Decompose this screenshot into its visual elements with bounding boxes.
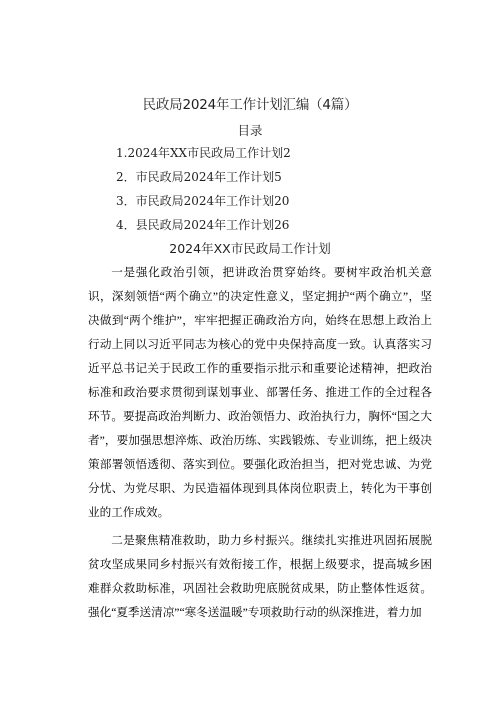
toc-item[interactable]: 2．市民政局2024年工作计划5	[116, 170, 282, 184]
document-body	[88, 261, 432, 629]
toc-item[interactable]: 4．县民政局2024年工作计划26	[116, 218, 290, 232]
section-title: 2024年XX市民政局工作计划	[169, 241, 331, 256]
document-title: 民政局2024年工作计划汇编（4篇）	[142, 97, 358, 113]
table-of-contents	[116, 145, 291, 241]
toc-item[interactable]: 1.2024年XX市民政局工作计划2	[116, 146, 291, 160]
body-paragraph: 二是聚焦精准救助，助力乡村振兴。继续扎实推进巩固拓展脱贫攻坚成果同乡村振兴有效衔接工作，根据上级要求，提高城乡困难群众救助标准，巩固社会救助兜底脱贫成果，防止整体性返贫。强化“夏季送清凉”“寒冬送温暖”专项救助行动的纵深推进，着力加	[88, 534, 432, 619]
toc-item[interactable]: 3．市民政局2024年工作计划20	[116, 194, 290, 208]
body-paragraph: 一是强化政治引领，把讲政治贯穿始终。要树牢政治机关意识，深刻领悟“两个确立”的决定性意义，坚定拥护“两个确立”，坚决做到“两个维护”，牢牢把握正确政治方向，始终在思想上政治上行动上同以习近平同志为核心的党中央保持高度一致。认真落实习近平总书记关于民政工作的重要指示批示和重要论述精神，把政治标准和政治要求贯彻到谋划事业、部署任务、推进工作的全过程各环节。要提高政治判断力、政治领悟力、政治执行力，胸怀“国之大者”，要加强思想淬炼、政治历练、实践锻炼、专业训练，把上级决策部署领悟透彻、落实到位。要强化政治担当，把对党忠诚、为党分忧、为党尽职、为民造福体现到具体岗位职责上，转化为干事创业的工作成效。	[88, 266, 432, 519]
toc-heading: 目录	[237, 123, 263, 138]
